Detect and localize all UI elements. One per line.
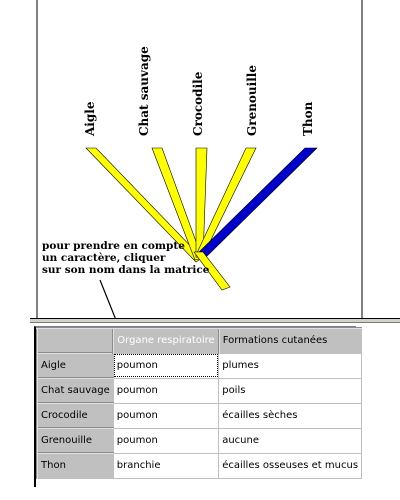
matrix-cell[interactable]: écailles osseuses et mucus bbox=[219, 453, 362, 478]
taxon-label-thon: Thon bbox=[301, 101, 315, 136]
table-row bbox=[37, 453, 362, 478]
hint-pointer-line bbox=[100, 280, 124, 318]
row-header-chat-sauvage[interactable]: Chat sauvage bbox=[37, 378, 113, 403]
row-header-grenouille[interactable]: Grenouille bbox=[37, 428, 113, 453]
column-header-organe-respiratoire[interactable]: Organe respiratoire bbox=[113, 328, 218, 353]
table-row bbox=[37, 428, 362, 453]
matrix-cell[interactable]: aucune bbox=[219, 428, 362, 453]
table-row bbox=[37, 378, 362, 403]
taxon-label-grenouille: Grenouille bbox=[245, 65, 259, 136]
column-header-formations-cutanees[interactable]: Formations cutanées bbox=[219, 328, 362, 353]
matrix-cell[interactable]: poumon bbox=[113, 378, 218, 403]
table-row bbox=[37, 403, 362, 428]
hint-text bbox=[42, 240, 222, 276]
matrix-corner bbox=[37, 328, 113, 353]
taxon-label-aigle: Aigle bbox=[83, 101, 97, 136]
row-header-thon[interactable]: Thon bbox=[37, 453, 113, 478]
matrix-cell[interactable]: poumon bbox=[113, 403, 218, 428]
taxon-label-chat-sauvage: Chat sauvage bbox=[137, 46, 151, 136]
matrix-cell[interactable]: poumon bbox=[113, 353, 218, 378]
table-row bbox=[37, 353, 362, 378]
matrix-cell[interactable]: plumes bbox=[219, 353, 362, 378]
character-matrix bbox=[34, 326, 359, 487]
hint-line: un caractère, cliquer bbox=[42, 252, 166, 264]
matrix-table bbox=[36, 327, 362, 479]
matrix-header-row bbox=[37, 328, 362, 353]
matrix-cell[interactable]: poumon bbox=[113, 428, 218, 453]
matrix-cell[interactable]: écailles sèches bbox=[219, 403, 362, 428]
panel-splitter[interactable] bbox=[30, 318, 400, 323]
matrix-cell[interactable]: poils bbox=[219, 378, 362, 403]
hint-line: sur son nom dans la matrice bbox=[42, 264, 210, 276]
row-header-aigle[interactable]: Aigle bbox=[37, 353, 113, 378]
row-header-crocodile[interactable]: Crocodile bbox=[37, 403, 113, 428]
hint-line: pour prendre en compte bbox=[42, 240, 185, 252]
matrix-cell[interactable]: branchie bbox=[113, 453, 218, 478]
taxon-label-crocodile: Crocodile bbox=[191, 71, 205, 136]
